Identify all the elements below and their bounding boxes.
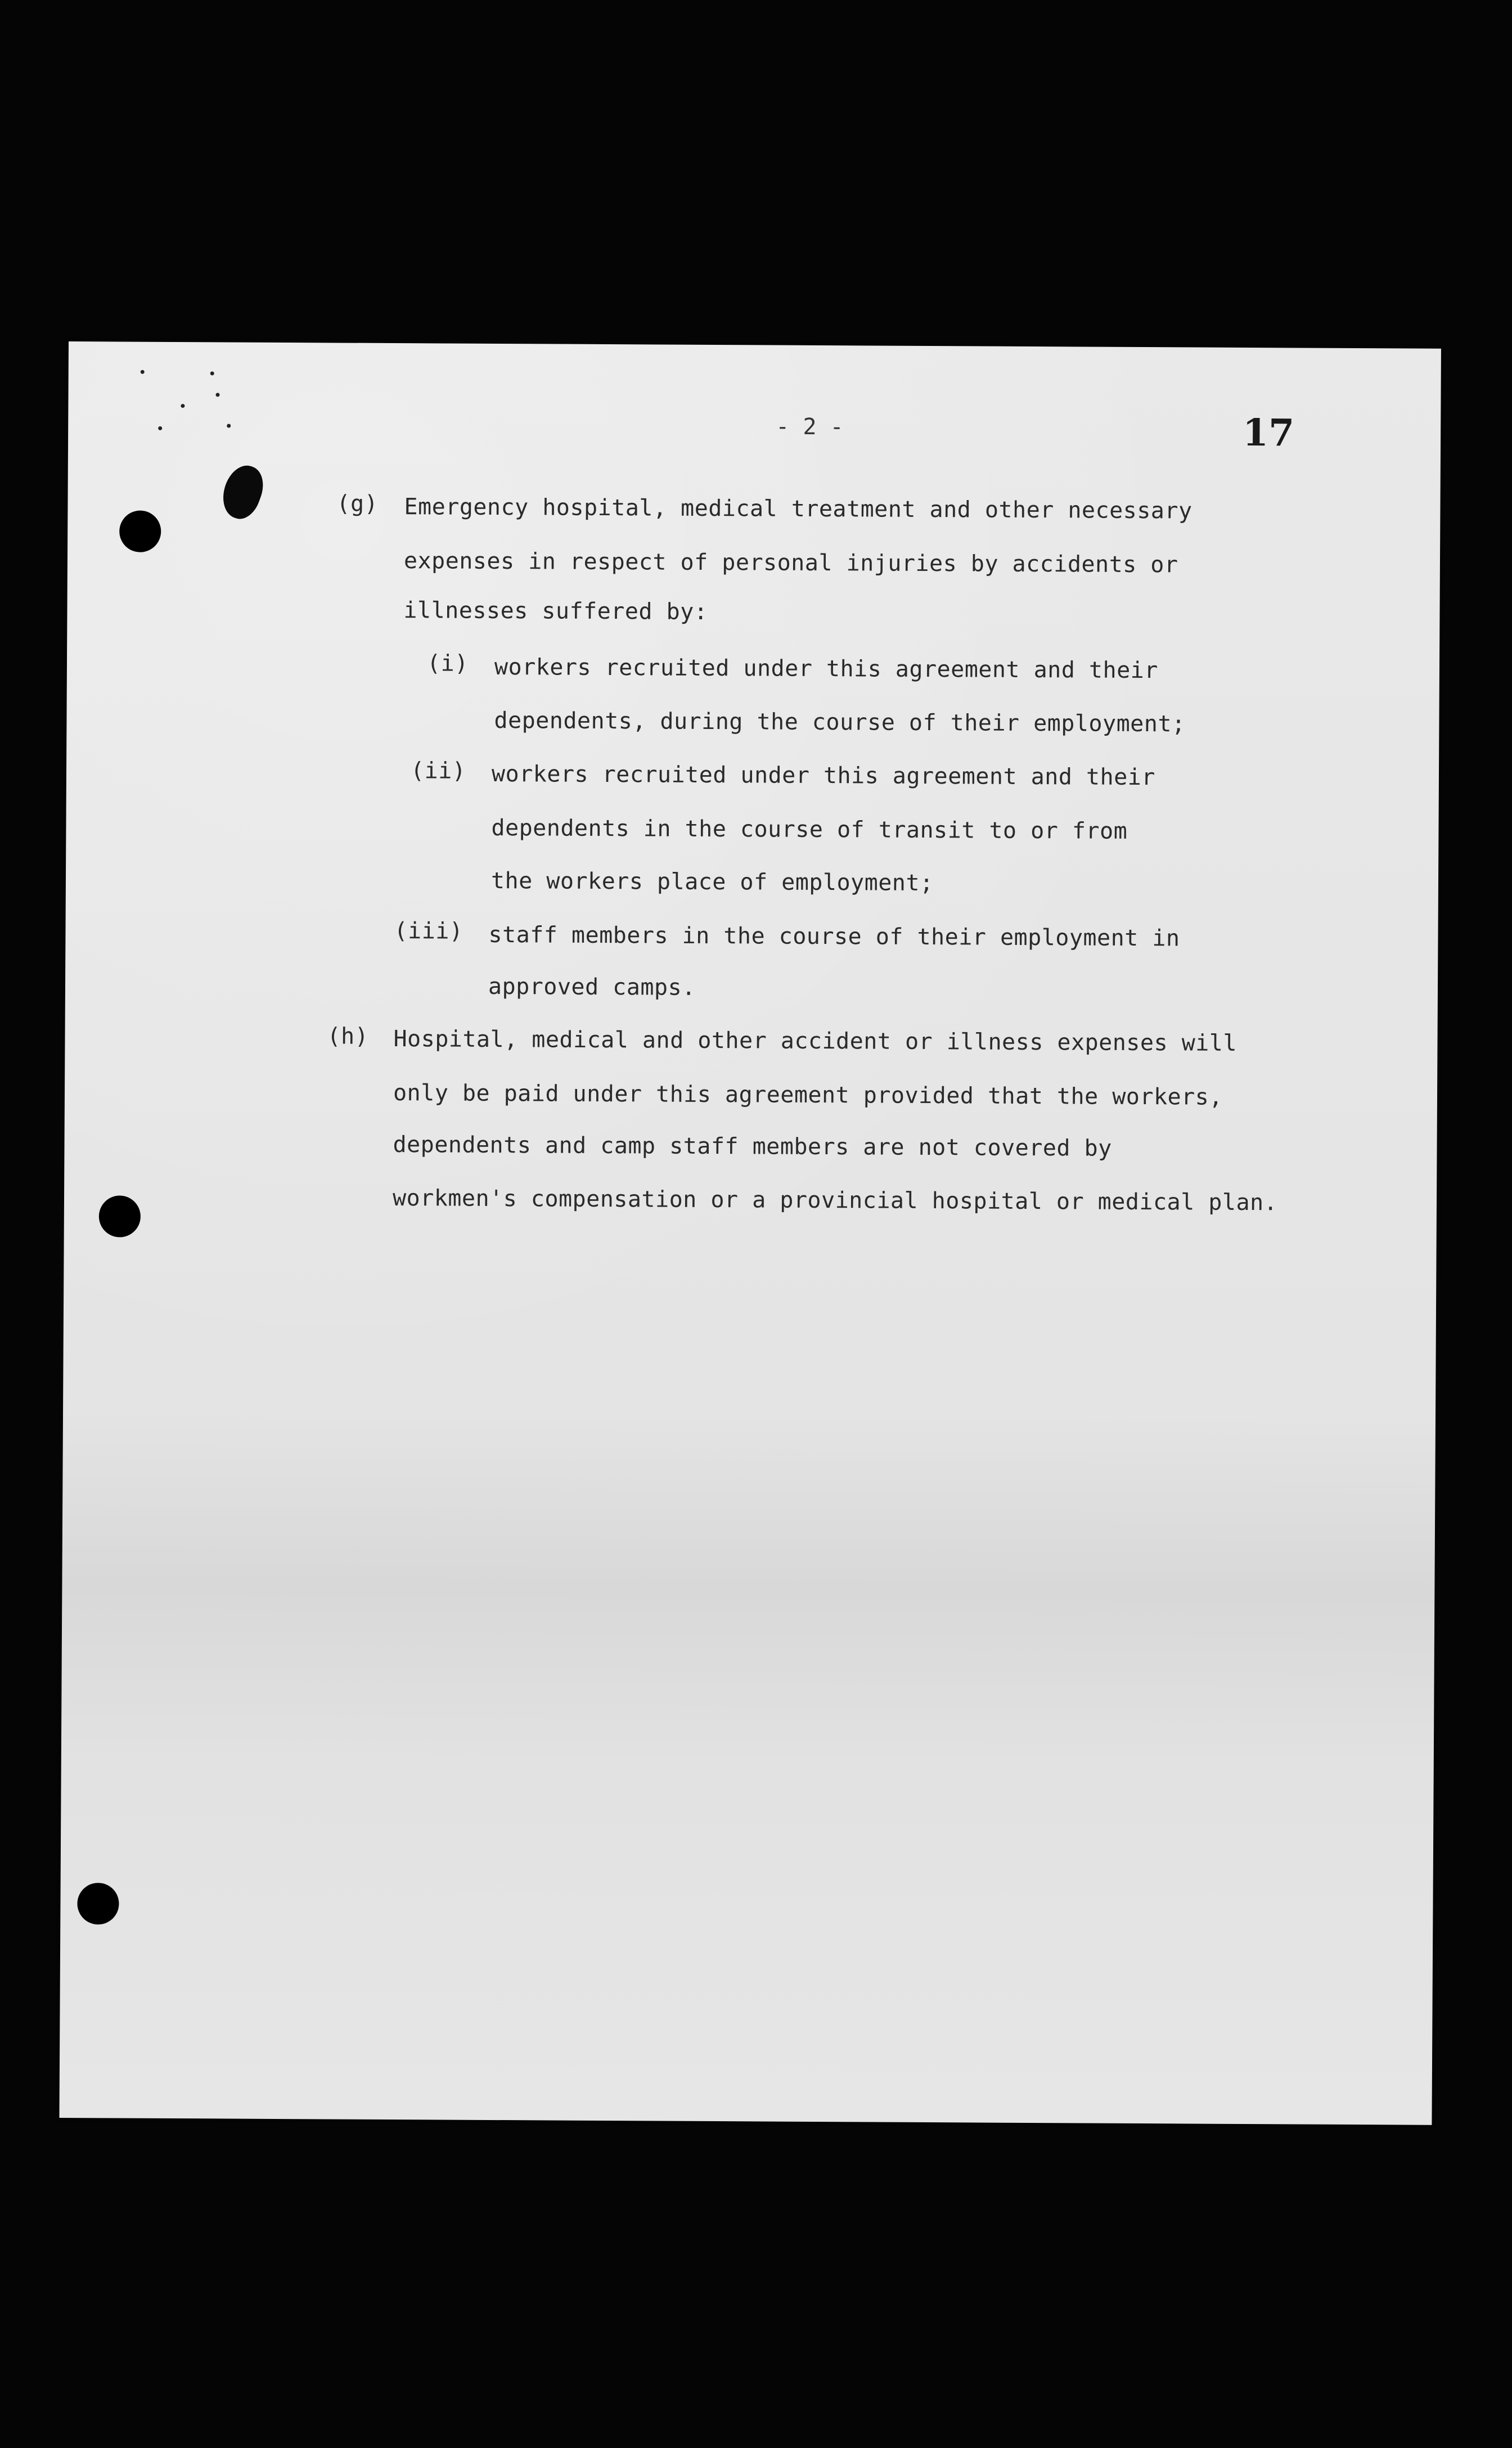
paper-sheet — [59, 341, 1441, 2125]
clause-h-line-2: only be paid under this agreement provided that the workers, — [393, 1080, 1223, 1110]
item-ii-line-2: dependents in the course of transit to or from — [491, 814, 1128, 844]
item-ii-line-3: the workers place of employment; — [490, 867, 934, 897]
item-iii-line-2: approved camps. — [488, 973, 696, 1001]
page-number: - 2 - — [776, 413, 844, 440]
clause-g-line-1: Emergency hospital, medical treatment and other necessary — [404, 494, 1192, 524]
clause-g-line-3: illnesses suffered by: — [403, 597, 708, 625]
clause-h-line-3: dependents and camp staff members are not covered by — [393, 1132, 1112, 1162]
clause-h-label: (h) — [327, 1023, 369, 1050]
ink-blot — [216, 460, 269, 524]
item-ii-line-1: workers recruited under this agreement and their — [491, 760, 1156, 791]
clause-g-label: (g) — [336, 490, 379, 517]
item-i-label: (i) — [426, 650, 469, 677]
item-iii-label: (iii) — [394, 918, 464, 944]
item-i-line-1: workers recruited under this agreement and their — [494, 654, 1159, 684]
punch-hole-middle — [99, 1195, 141, 1237]
clause-h-line-1: Hospital, medical and other accident or illness expenses will — [393, 1026, 1238, 1056]
punch-hole-bottom — [77, 1883, 119, 1924]
clause-h-line-4: workmen's compensation or a provincial hospital or medical plan. — [392, 1185, 1278, 1216]
scan-specks — [69, 341, 1441, 349]
clause-g-line-2: expenses in respect of personal injuries by accidents or — [403, 548, 1178, 578]
item-iii-line-1: staff members in the course of their employment in — [488, 921, 1180, 952]
item-i-line-2: dependents, during the course of their employment; — [494, 707, 1186, 737]
punch-hole-top — [119, 510, 161, 552]
item-ii-label: (ii) — [410, 758, 466, 784]
folio-number: 17 — [1242, 410, 1295, 455]
